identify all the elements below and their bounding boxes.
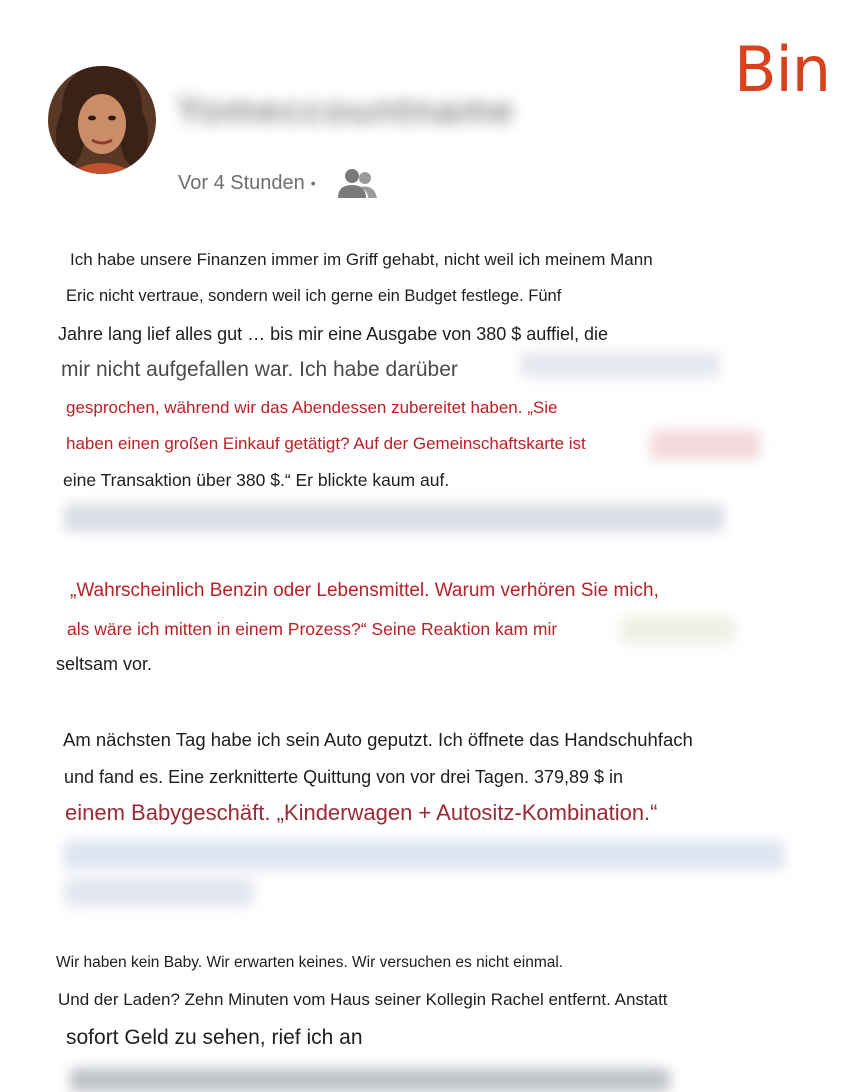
background-smear <box>64 840 784 870</box>
account-name-text: Yomeccountname <box>176 90 515 132</box>
story-line: Jahre lang lief alles gut … bis mir eine Ausgabe von 380 $ auffiel, die <box>58 324 609 344</box>
story-line: seltsam vor. <box>56 654 153 674</box>
story-line: und fand es. Eine zerknitterte Quittung von vor drei Tagen. 379,89 $ in <box>64 767 624 787</box>
story-line: sofort Geld zu sehen, rief ich an <box>66 1026 363 1049</box>
story-line: „Wahrscheinlich Benzin oder Lebensmittel. Warum verhören Sie mich, <box>70 580 659 601</box>
background-smear <box>620 616 735 644</box>
story-line: Am nächsten Tag habe ich sein Auto geputzt. Ich öffnete das Handschuhfach <box>63 729 693 750</box>
post-time[interactable]: Vor 4 Stunden <box>178 171 305 194</box>
story-line: haben einen großen Einkauf getätigt? Auf der Gemeinschaftskarte ist <box>66 434 586 453</box>
brand-logo: Bin <box>734 33 831 106</box>
background-smear <box>70 1068 670 1092</box>
avatar[interactable] <box>48 66 156 174</box>
story-line: Und der Laden? Zehn Minuten vom Haus seiner Kollegin Rachel entfernt. Anstatt <box>58 990 668 1009</box>
account-name[interactable] <box>176 90 536 138</box>
background-smear <box>650 430 760 460</box>
story-line: Wir haben kein Baby. Wir erwarten keines. Wir versuchen es nicht einmal. <box>56 954 564 971</box>
post-meta <box>178 166 378 200</box>
background-smear <box>64 504 724 532</box>
story-line: einem Babygeschäft. „Kinderwagen + Autositz-Kombination.“ <box>65 800 658 825</box>
story-line: als wäre ich mitten in einem Prozess?“ Seine Reaktion kam mir <box>67 619 558 639</box>
story-line: gesprochen, während wir das Abendessen zubereitet haben. „Sie <box>66 398 558 417</box>
background-smear <box>520 352 720 378</box>
story-line: Eric nicht vertraue, sondern weil ich gerne ein Budget festlege. Fünf <box>66 287 562 305</box>
friends-icon[interactable] <box>338 166 378 200</box>
background-smear <box>64 878 254 906</box>
story-line: Ich habe unsere Finanzen immer im Griff gehabt, nicht weil ich meinem Mann <box>70 250 653 269</box>
story-line: mir nicht aufgefallen war. Ich habe darüber <box>61 358 458 381</box>
story-line: eine Transaktion über 380 $.“ Er blickte kaum auf. <box>63 470 450 490</box>
avatar-photo <box>48 66 156 174</box>
meta-separator: • <box>310 175 316 191</box>
